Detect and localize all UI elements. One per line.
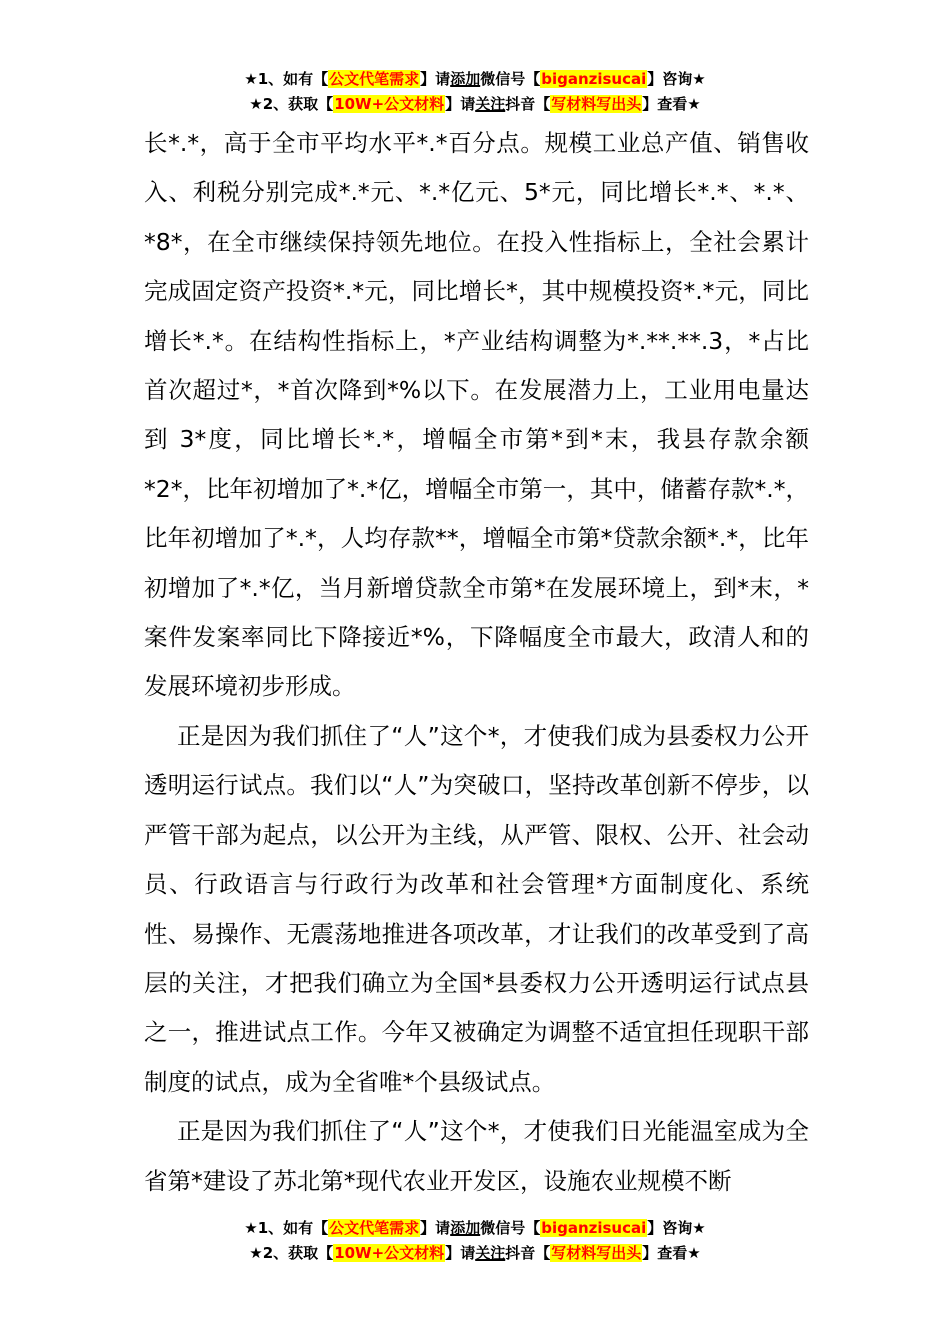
promo-line-2-underline: 关注 bbox=[475, 95, 506, 113]
promo-line-1-highlight-service: 公文代笔需求 bbox=[329, 1219, 420, 1237]
promo-line-1-mid1: 】请 bbox=[420, 1219, 451, 1237]
promo-line-1-prefix: ★1、如有【 bbox=[244, 1219, 329, 1237]
promo-line-2-mid2: 抖音【 bbox=[505, 95, 551, 113]
document-body bbox=[144, 119, 809, 1206]
promo-line-2-highlight-materials: 10W+公文材料 bbox=[334, 1244, 445, 1262]
promo-line-2-underline: 关注 bbox=[475, 1244, 506, 1262]
promo-line-2-prefix: ★2、获取【 bbox=[249, 1244, 334, 1262]
body-paragraph-1: 长*.*，高于全市平均水平*.*百分点。规模工业总产值、销售收入、利税分别完成*.*元、*.*亿元、5*元，同比增长*.*、*.*、*8*，在全市继续保持领先地位。在投入性指标上，全社会累计完成固定资产投资*.*元，同比增长*，其中规模投资*.*元，同比增长*.*。在结构性指标上，*产业结构调整为*.**.**.3，*占比首次超过*，*首次降到*%以下。在发展潜力上，工业用电量达到 3*度，同比增长*.*，增幅全市第*到*末，我县存款余额*2*，比年初增加了*.*亿，增幅全市第一，其中，储蓄存款*.*，比年初增加了*.*，人均存款**，增幅全市第*贷款余额*.*，比年初增加了*.*亿，当月新增贷款全市第*在发展环境上，到*末，*案件发案率同比下降接近*%，下降幅度全市最大，政清人和的发展环境初步形成。 bbox=[144, 129, 809, 701]
promo-line-1-mid1: 】请 bbox=[420, 70, 451, 88]
promo-line-1-prefix: ★1、如有【 bbox=[244, 70, 329, 88]
header-promo-banner bbox=[0, 67, 950, 117]
promo-line-1-highlight-wechat: biganzisucai bbox=[541, 1219, 647, 1237]
promo-line-2-mid1: 】请 bbox=[445, 1244, 476, 1262]
promo-line-1-suffix: 】咨询★ bbox=[647, 70, 706, 88]
promo-line-1 bbox=[0, 67, 950, 92]
promo-line-1 bbox=[0, 1216, 950, 1241]
promo-line-1-mid2: 微信号【 bbox=[480, 70, 541, 88]
promo-line-1-mid2: 微信号【 bbox=[480, 1219, 541, 1237]
promo-line-2 bbox=[0, 1241, 950, 1266]
promo-line-2 bbox=[0, 92, 950, 117]
promo-line-2-prefix: ★2、获取【 bbox=[249, 95, 334, 113]
promo-line-2-highlight-materials: 10W+公文材料 bbox=[334, 95, 445, 113]
footer-promo-banner bbox=[0, 1216, 950, 1266]
promo-line-1-highlight-wechat: biganzisucai bbox=[541, 70, 647, 88]
promo-line-2-suffix: 】查看★ bbox=[642, 1244, 701, 1262]
promo-line-1-underline: 添加 bbox=[450, 70, 481, 88]
promo-line-1-underline: 添加 bbox=[450, 1219, 481, 1237]
body-paragraph-2: 正是因为我们抓住了“人”这个*，才使我们成为县委权力公开透明运行试点。我们以“人”为突破口，坚持改革创新不停步，以严管干部为起点，以公开为主线，从严管、限权、公开、社会动员、行政语言与行政行为改革和社会管理*方面制度化、系统性、易操作、无震荡地推进各项改革，才让我们的改革受到了高层的关注，才把我们确立为全国*县委权力公开透明运行试点县之一，推进试点工作。今年又被确定为调整不适宜担任现职干部制度的试点，成为全省唯*个县级试点。 bbox=[144, 721, 809, 1096]
promo-line-2-mid1: 】请 bbox=[445, 95, 476, 113]
promo-line-1-highlight-service: 公文代笔需求 bbox=[329, 70, 420, 88]
promo-line-2-mid2: 抖音【 bbox=[505, 1244, 551, 1262]
body-paragraph-3: 正是因为我们抓住了“人”这个*，才使我们日光能温室成为全省第*建设了苏北第*现代农业开发区，设施农业规模不断 bbox=[144, 1117, 809, 1195]
promo-line-2-suffix: 】查看★ bbox=[642, 95, 701, 113]
promo-line-2-highlight-douyin: 写材料写出头 bbox=[551, 1244, 642, 1262]
promo-line-1-suffix: 】咨询★ bbox=[647, 1219, 706, 1237]
promo-line-2-highlight-douyin: 写材料写出头 bbox=[551, 95, 642, 113]
